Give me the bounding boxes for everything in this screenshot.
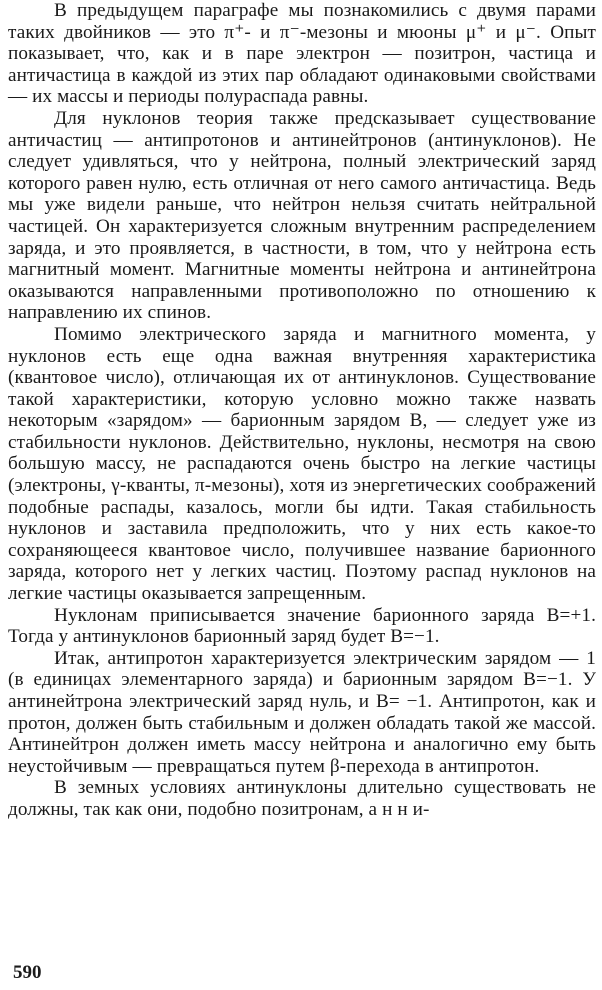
paragraph-3: Помимо электрического заряда и магнитного момента, у нуклонов есть еще одна важная внутренняя характеристика (квантовое число), отличающая их от антинуклонов. Существование такой характеристики, которую условно можно также назвать некоторым «зарядом» — барионным зарядом B, — следует уже из стабильности нуклонов. Действительно, нуклоны, несмотря на свою большую массу, не распадаются очень быстро на легкие частицы (электроны, γ-кванты, π-мезоны), хотя из энергетических соображений подобные распады, казалось, могли бы идти. Такая стабильность нуклонов и заставила предположить, что у них есть какое-то сохраняющееся квантовое число, получившее название барионного заряда, которого нет у легких частиц. Поэтому распад нуклонов на легкие частицы оказывается запрещенным. [8, 323, 596, 605]
paragraph-5: Итак, антипротон характеризуется электрическим зарядом — 1 (в единицах элементарного заряда) и барионным зарядом B=−1. У антинейтрона электрический заряд нуль, и B= −1. Антипротон, как и протон, должен быть стабильным и должен обладать такой же массой. Антинейтрон должен иметь массу нейтрона и аналогично ему быть неустойчивым — превращаться путем β-перехода в антипротон. [8, 647, 596, 777]
paragraph-1: В предыдущем параграфе мы познакомились с двумя парами таких двойников — это π⁺- и π⁻-мезоны и мюоны μ⁺ и μ⁻. Опыт показывает, что, как и в паре электрон — позитрон, частица и античастица в каждой из этих пар обладают одинаковыми свойствами — их массы и периоды полураспада равны. [8, 0, 596, 108]
paragraph-6: В земных условиях антинуклоны длительно существовать не должны, так как они, подобно позитронам, а н н и- [8, 777, 596, 820]
page-number: 590 [13, 962, 42, 983]
paragraph-2: Для нуклонов теория также предсказывает существование античастиц — антипротонов и антинейтронов (антинуклонов). Не следует удивляться, что у нейтрона, полный электрический заряд которого равен нулю, есть отличная от него самого античастица. Ведь мы уже видели раньше, что нейтрон нельзя считать нейтральной частицей. Он характеризуется сложным внутренним распределением заряда, и это проявляется, в частности, в том, что у нейтрона есть магнитный момент. Магнитные моменты нейтрона и антинейтрона оказываются направленными противоположно по отношению к направлению их спинов. [8, 107, 596, 324]
page-body [8, 0, 596, 821]
paragraph-4: Нуклонам приписывается значение барионного заряда B=+1. Тогда у антинуклонов барионный заряд будет B=−1. [8, 604, 596, 648]
